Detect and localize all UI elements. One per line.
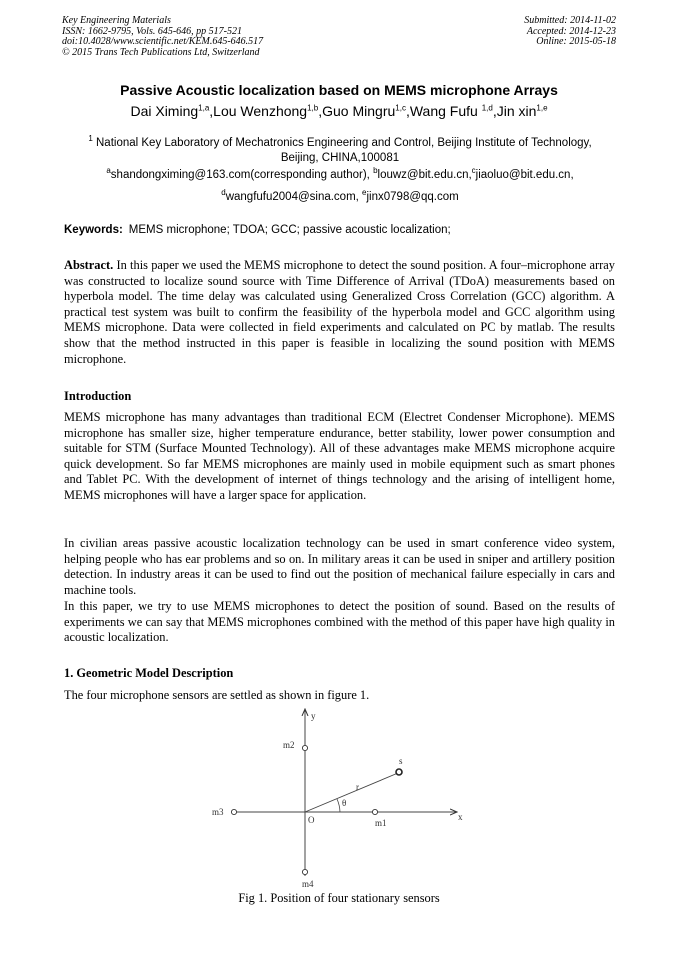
author-separator: ,	[318, 103, 323, 119]
mic-m2	[302, 745, 307, 750]
journal-issn: ISSN: 1662-9795, Vols. 645-646, pp 517-521	[62, 25, 242, 37]
figure-1-caption: Fig 1. Position of four stationary sensors	[238, 891, 440, 905]
email-mark: a	[106, 166, 111, 175]
journal-name: Key Engineering Materials	[62, 15, 171, 26]
author-name: Lou Wenzhong	[213, 103, 308, 119]
y-axis-label: y	[311, 711, 316, 721]
author-separator: ,	[209, 103, 214, 119]
intro-paragraph-3: In this paper, we try to use MEMS microphones to detect the position of sound. Based on the results of experiments we can say that MEMS microphones combined with the method of this paper have high quality in acoustic localization.	[64, 599, 615, 645]
mic-m4	[302, 869, 307, 874]
angle-arc	[337, 799, 340, 812]
keywords-label: Keywords:	[64, 224, 123, 236]
author-name: Wang Fufu	[409, 103, 482, 119]
email-mark: d	[221, 188, 226, 197]
author-name: Guo Mingru	[322, 103, 396, 119]
keywords-text: MEMS microphone; TDOA; GCC; passive acoustic localization;	[128, 224, 451, 236]
email: louwz@bit.edu.cn,	[377, 168, 472, 181]
affiliation-line-2: Beijing, CHINA,100081	[280, 151, 400, 164]
accepted-date: Accepted: 2014-12-23	[526, 25, 616, 37]
journal-doi: doi:10.4028/www.scientific.net/KEM.645-646.517	[62, 36, 264, 47]
r-label: r	[356, 782, 359, 792]
author-name: Dai Ximing	[130, 103, 199, 119]
mic-m3	[231, 809, 236, 814]
email: jiaoluo@bit.edu.cn,	[475, 168, 574, 181]
introduction-heading: Introduction	[64, 389, 132, 403]
email-mark: b	[373, 166, 378, 175]
submitted-date: Submitted: 2014-11-02	[524, 15, 616, 26]
email-mark: c	[471, 166, 476, 175]
m4-label: m4	[302, 879, 314, 889]
abstract-label: Abstract.	[64, 258, 114, 272]
range-line-r	[305, 773, 398, 812]
author-affil-mark: 1,a	[198, 103, 210, 113]
email: wangfufu2004@sina.com,	[225, 190, 363, 203]
abstract-text: In this paper we used the MEMS microphone to detect the sound position. A four–microphone array was constructed to localize sound source with Time Difference of Arrival (TDoA) measurements based on hyperbola model. The time delay was calculated using Generalized Cross Correlation (GCC) algorithm. A practical test system was built to confirm the feasibility of the hyperbola model and GCC algorithm using MEMS microphone. Data were collected in field experiments and calculated on PC by matlab. The results show that the method instructed in this paper is feasible in localizing the sound position with MEMS microphone.	[64, 258, 615, 366]
mic-m1	[372, 809, 377, 814]
author-affil-mark: 1,e	[536, 103, 548, 113]
theta-label: θ	[342, 798, 347, 808]
email: jinx0798@qq.com	[366, 190, 459, 203]
x-axis-label: x	[458, 812, 463, 822]
m2-label: m2	[283, 740, 295, 750]
author-separator: ,	[405, 103, 410, 119]
section-1-heading: 1. Geometric Model Description	[64, 666, 234, 680]
author-separator: ,	[492, 103, 497, 119]
email: shandongximing@163.com(corresponding author),	[110, 168, 374, 181]
intro-paragraph-1: MEMS microphone has many advantages than traditional ECM (Electret Condenser Microphone). MEMS microphone has smaller size, higher temperature endurance, better stability, lower power consumption and suitable for STM (Surface Mounted Technology). All of these advantages make MEMS microphone acquire quick development. So far MEMS microphones are mainly used in mobile equipment such as smart phones and Tablet PC. With the development of internet of things technology and the arising of intelligent home, MEMS microphones will have a larger space for application.	[64, 410, 615, 502]
affiliation-line-1: National Key Laboratory of Mechatronics Engineering and Control, Beijing Institute of Technology,	[92, 136, 592, 149]
intro-paragraph-2: In civilian areas passive acoustic localization technology can be used in smart conference video system, helping people who has ear problems and so on. In military areas it can be used in sniper and artillery position detection. In industry areas it can be used to find out the position of mechanical failure especially in cars and machine tools.	[64, 536, 615, 597]
m1-label: m1	[375, 818, 387, 828]
paper-title: Passive Acoustic localization based on MEMS microphone Arrays	[120, 82, 558, 98]
origin-label: O	[308, 815, 315, 825]
sound-source-s	[396, 769, 402, 775]
journal-copyright: © 2015 Trans Tech Publications Ltd, Switzerland	[62, 46, 260, 58]
s-label: s	[399, 756, 403, 766]
m3-label: m3	[212, 807, 224, 817]
author-name: Jin xin	[496, 103, 537, 119]
author-affil-mark: 1,c	[395, 103, 406, 113]
author-affil-mark: 1,d	[481, 103, 493, 113]
online-date: Online: 2015-05-18	[536, 36, 616, 47]
section-1-text: The four microphone sensors are settled as shown in figure 1.	[64, 688, 370, 702]
email-mark: e	[362, 188, 367, 197]
affiliation-mark: 1	[88, 134, 93, 143]
author-affil-mark: 1,b	[307, 103, 319, 113]
